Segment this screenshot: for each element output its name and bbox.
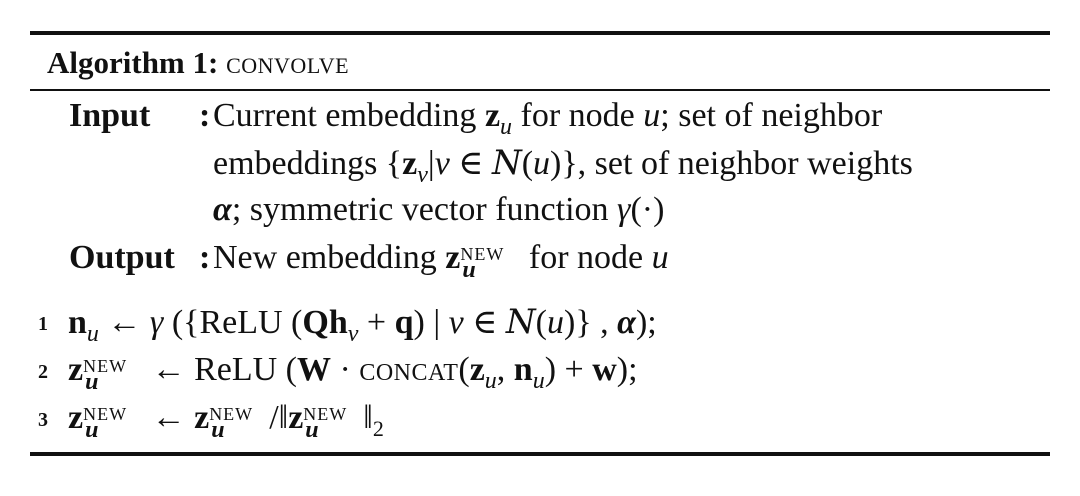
- bottom-rule: [30, 452, 1050, 456]
- algorithm-title-prefix: Algorithm 1:: [47, 45, 219, 80]
- top-rule: [30, 31, 1050, 35]
- step-number: 2: [38, 361, 48, 383]
- output-line-1: New embedding z NEW u for node u: [213, 239, 669, 283]
- step-2: z NEW u ← ReLU ($W \cdot concat(z_u$, $n_u) + w$);: [68, 351, 638, 395]
- input-label: Input: [69, 97, 151, 134]
- input-colon: :: [199, 97, 211, 134]
- input-line-3: α; symmetric vector function γ(·): [213, 191, 665, 228]
- output-label: Output: [69, 239, 175, 276]
- output-colon: :: [199, 239, 211, 276]
- algorithm-title-name: convolve: [226, 45, 350, 80]
- input-line-1: Current embedding $z_u$ for node u; set of neighbor: [213, 97, 883, 140]
- input-line-2: embeddings {$z_v|v$ ∈ N(u)}, set of neighbor weights: [213, 143, 913, 188]
- algorithm-title: [47, 44, 349, 82]
- step-3: z NEW u ← z NEW u /‖z NEW u $‖_2$: [68, 399, 384, 443]
- header-rule: [30, 89, 1050, 91]
- step-number: 3: [38, 409, 48, 431]
- step-1: $n_u$ ← γ ({ReLU $(Qh_v + q)$ | v ∈ N(u)} , α);: [68, 302, 657, 347]
- step-number: 1: [38, 313, 48, 335]
